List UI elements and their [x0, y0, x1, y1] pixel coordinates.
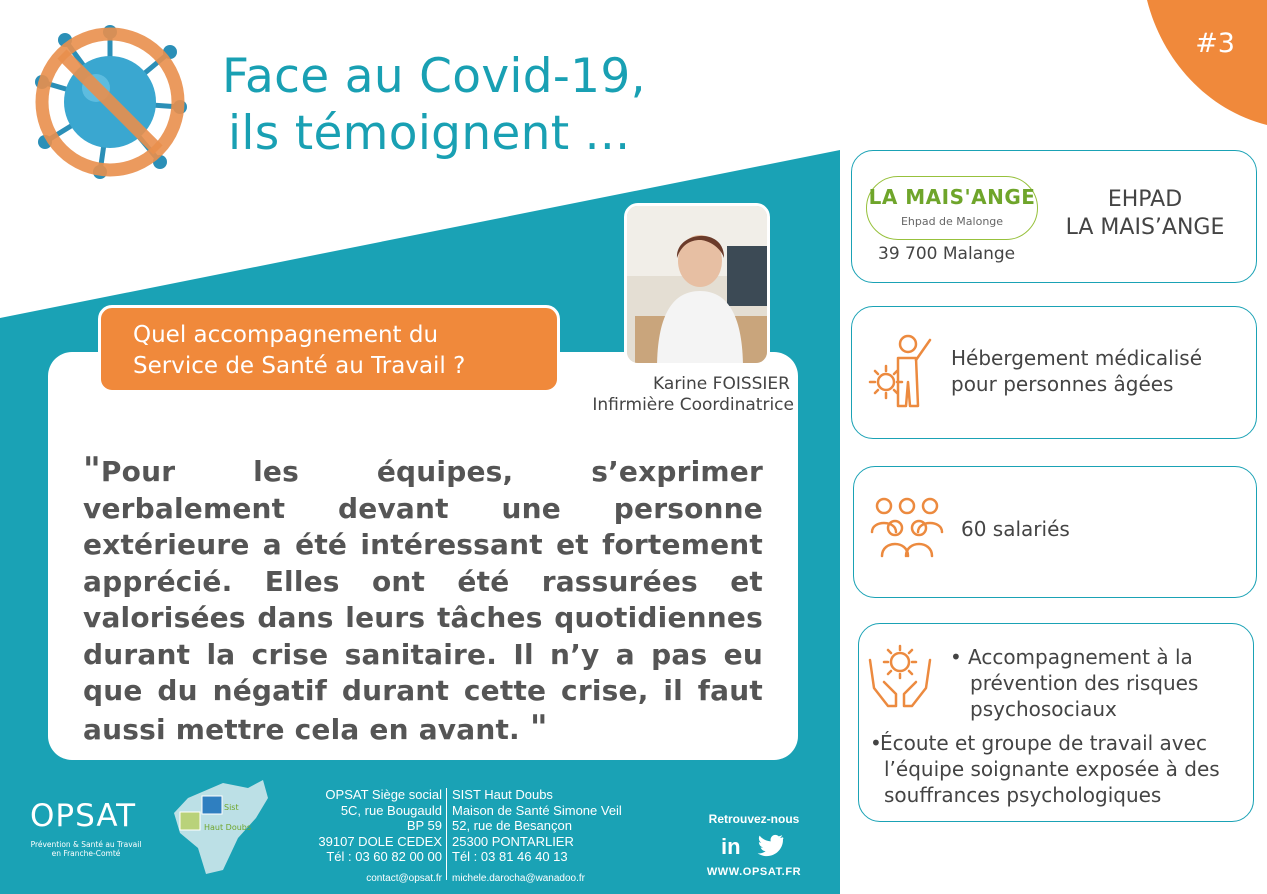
testimonial-quote [83, 452, 763, 748]
question-line-2: Service de Santé au Travail ? [133, 353, 466, 379]
address-email[interactable]: michele.darocha@wanadoo.fr [452, 872, 586, 884]
person-gear-icon [868, 330, 940, 412]
page-title [222, 48, 782, 162]
action-bullet-2 [870, 730, 1260, 808]
no-covid-icon [30, 22, 190, 182]
address-phone: Tél : 03 60 82 00 00 [326, 849, 442, 864]
address-line: 52, rue de Besançon [452, 818, 572, 833]
hands-gear-icon [866, 640, 934, 712]
activity-line-1: Hébergement médicalisé [951, 346, 1203, 370]
organisation-name-line-1: EHPAD [1107, 187, 1183, 212]
logo-subtitle: Ehpad de Malonge [900, 215, 1004, 228]
activity-text [951, 345, 1251, 397]
page-number: #3 [1195, 28, 1235, 59]
logo-name: LA MAIS'ANGE [868, 185, 1036, 209]
address-line: Maison de Santé Simone Veil [452, 802, 622, 818]
address-phone: Tél : 03 81 46 40 13 [452, 849, 568, 864]
organisation-location: 39 700 Malange [878, 244, 1016, 264]
address-line: BP 59 [406, 818, 442, 833]
team-icon [870, 494, 944, 560]
organisation-name [1050, 186, 1240, 242]
close-quote-mark: " [529, 707, 548, 748]
address-divider [446, 788, 447, 880]
action-bullet-2-line-3: souffrances psychologiques [884, 783, 1162, 807]
opsat-tagline: Prévention & Santé au Travail en Franche-Comté [30, 840, 142, 858]
person-name: Karine FOISSIER [653, 374, 790, 394]
action-bullet-2-text-1: Écoute et groupe de travail avec [880, 731, 1207, 755]
linkedin-icon[interactable]: in [721, 834, 741, 859]
address-line: SIST Haut Doubs [452, 787, 553, 802]
address-line: OPSAT Siège social [325, 787, 442, 802]
action-bullet-1-line-2: prévention des risques [970, 671, 1199, 695]
action-bullet-1 [950, 644, 1240, 722]
address-line: 5C, rue Bougauld [340, 802, 442, 818]
action-bullet-2-line-1 [870, 730, 1260, 756]
quote-body: Pour les équipes, s’exprimer verbalement devant une personne extérieure a été intéressant et fortement apprécié. Elles ont été rassurées et valorisées dans leurs tâches quotidiennes durant la crise sanitaire. Il n’y a pas eu que du négatif durant cette crise, il faut aussi mettre cela en avant. [83, 455, 763, 746]
sist-logo-text: Sist [224, 803, 239, 812]
person-photo-illustration [627, 206, 770, 366]
sist-logo-subtext: Haut Doubs [204, 823, 252, 832]
organisation-name-line-2: LA MAIS’ANGE [1065, 215, 1225, 240]
person-role: Infirmière Coordinatrice [592, 395, 794, 415]
employees-count: 60 salariés [961, 517, 1070, 541]
person-photo [624, 203, 770, 366]
title-line-1: Face au Covid-19, [222, 49, 646, 104]
action-bullet-1-line-1 [950, 644, 1240, 670]
bullet-dot: • [870, 731, 882, 755]
opsat-logo [30, 798, 136, 834]
opsat-address [300, 787, 442, 886]
title-line-2: ils témoignent ... [228, 106, 631, 161]
address-email[interactable]: contact@opsat.fr [366, 872, 442, 884]
activity-line-2: pour personnes âgées [951, 372, 1174, 396]
question-banner [98, 305, 560, 393]
bullet-dot: • [950, 645, 962, 669]
corner-decoration [1137, 0, 1267, 125]
action-bullet-2-line-2: l’équipe soignante exposée à des [884, 757, 1220, 781]
address-line: 25300 PONTARLIER [452, 833, 574, 849]
opsat-logo-text: OPSAT [30, 798, 137, 834]
question-text [133, 320, 465, 382]
open-quote-mark: " [83, 450, 101, 490]
social-label: Retrouvez-nous [708, 812, 800, 826]
sist-address [452, 787, 652, 886]
twitter-icon[interactable] [756, 834, 784, 858]
maisange-logo [866, 176, 1038, 240]
question-line-1: Quel accompagnement du [133, 322, 439, 348]
address-line: 39107 DOLE CEDEX [318, 833, 442, 849]
action-bullet-1-text-1: Accompagnement à la [968, 645, 1193, 669]
sist-haut-doubs-logo [168, 778, 278, 878]
website-link[interactable]: WWW.OPSAT.FR [706, 866, 802, 878]
action-bullet-1-line-3: psychosociaux [970, 697, 1117, 721]
